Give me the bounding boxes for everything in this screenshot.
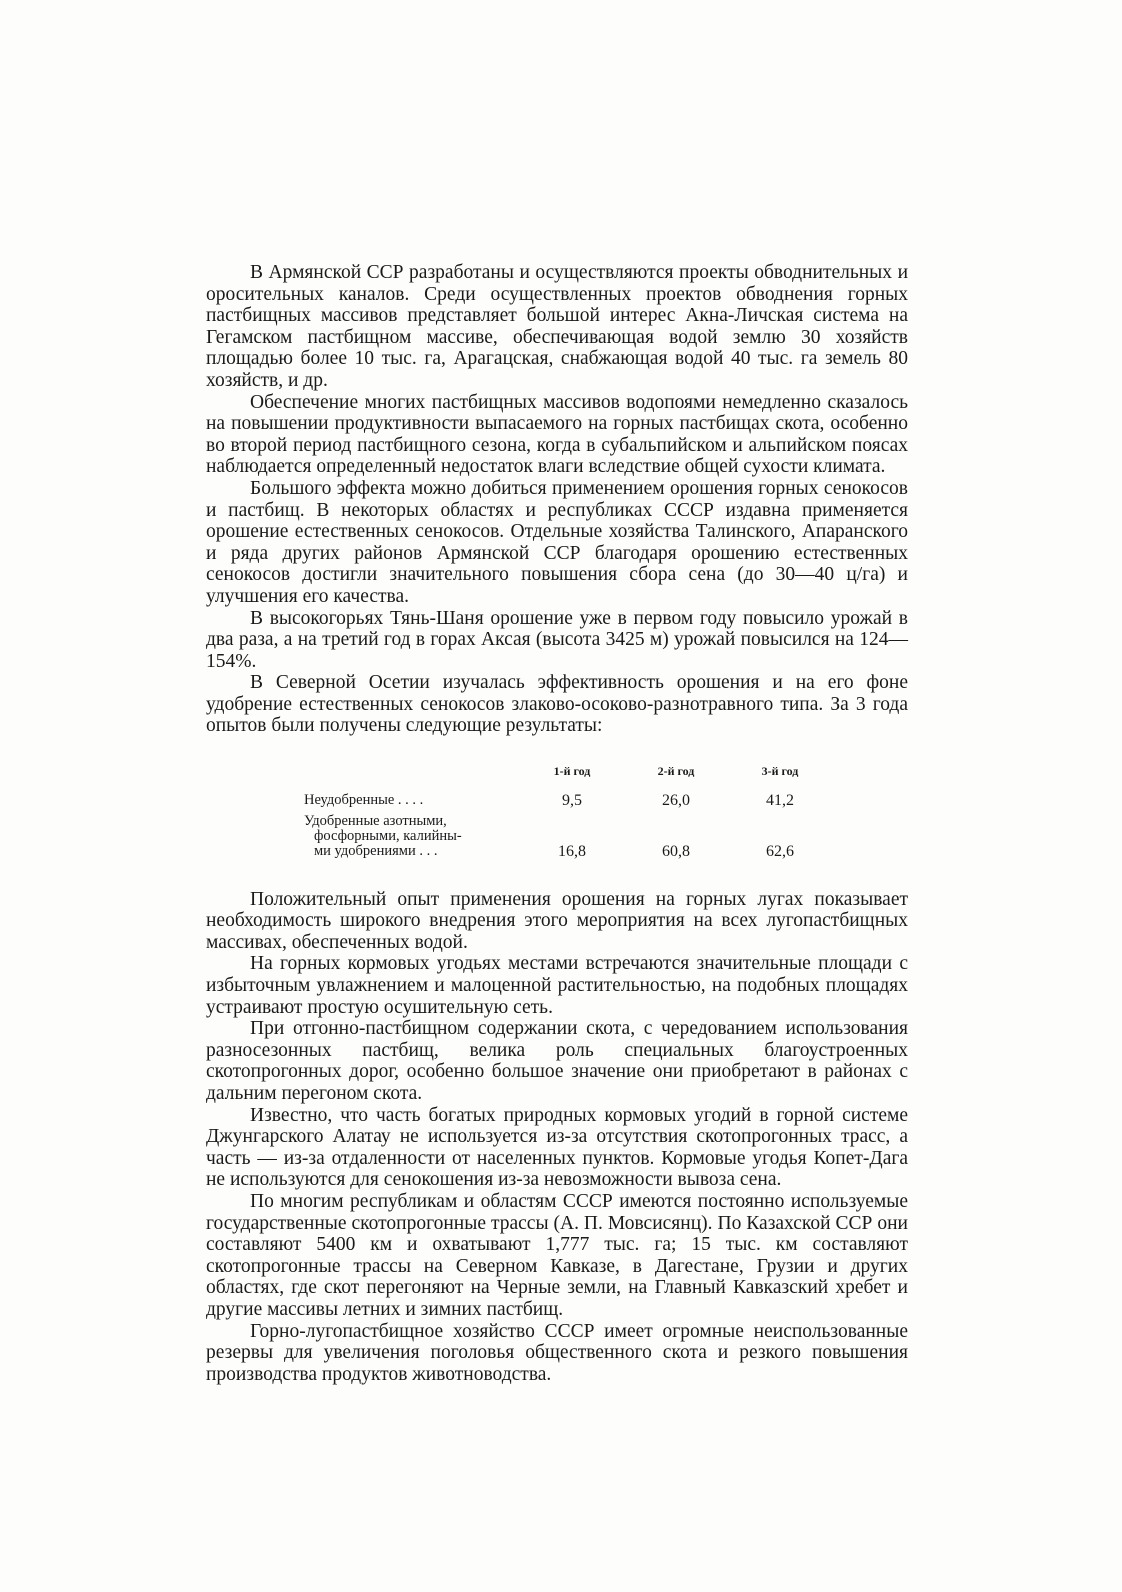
paragraph-tien-shan: В высокогорьях Тянь-Шаня орошение уже в первом году повысило урожай в два раза, а на третий год в горах Аксая (высота 3425 м) урожай повысился на 124—154%. — [206, 607, 908, 672]
table-cell: 60,8 — [662, 842, 690, 860]
table-corner — [304, 761, 520, 793]
paragraph-armenia-canals: В Армянской ССР разработаны и осуществляются проекты обводнительных и оросительных каналов. Среди осуществленных проектов обводнения горных пастбищных массивов представляет большой интерес Акна-Личская система на Гегамском пастбищном массиве, обеспечивающая водой землю 30 хозяйств площадью более 10 тыс. га, Арагацская, снабжающая водой 40 тыс. га земель 80 хозяйств, и др. — [206, 262, 908, 391]
table-cell: 41,2 — [766, 791, 794, 809]
results-table-wrap — [206, 761, 908, 865]
header-year-3: 3-й год — [761, 764, 799, 779]
body-text — [206, 262, 908, 1385]
paragraph-watering-effect: Обеспечение многих пастбищных массивов водопоями немедленно сказалось на повышении продуктивности выпасаемого на горных пастбищах скота, особенно во второй период пастбищного сезона, когда в субальпийском и альпийском поясах наблюдается определенный недостаток влаги вследствие общей сухости климата. — [206, 391, 908, 478]
table-cell: 9,5 — [562, 791, 582, 809]
row-label-line: фосфорными, калийны- — [314, 827, 462, 844]
table-row — [304, 814, 832, 865]
paragraph-dzungarian-alatau: Известно, что часть богатых природных кормовых угодий в горной системе Джунгарского Алатау не используется из-за отсутствия скотопрогонных трасс, а часть — из-за отдаленности от населенных пунктов. Кормовые угодья Копет-Дага не используются для сенокошения из-за невозможности вывоза сена. — [206, 1104, 908, 1191]
results-table — [304, 761, 832, 865]
paragraph-state-routes: По многим республикам и областям СССР имеются постоянно используемые государственные скотопрогонные трассы (А. П. Мовсисянц). По Казахской ССР они составляют 5400 км и охватывают 1,777 тыс. га; 15 тыс. км составляют скотопрогонные трассы на Северном Кавказе, в Дагестане, Грузии и других областях, где скот перегоняют на Черные земли, на Главный Кавказский хребет и другие массивы летних и зимних пастбищ. — [206, 1190, 908, 1320]
row-label-fertilized — [304, 814, 520, 865]
paragraph-conclusion: Горно-лугопастбищное хозяйство СССР имеет огромные неиспользованные резервы для увеличения поголовья общественного скота и резкого повышения производства продуктов животноводства. — [206, 1320, 908, 1385]
table-cell: 26,0 — [662, 791, 690, 809]
row-label-line: Удобренные азотными, — [304, 812, 447, 829]
header-year-2: 2-й год — [657, 764, 695, 779]
header-year-1: 1-й год — [553, 764, 591, 779]
paragraph-irrigation-effect: Большого эффекта можно добиться применением орошения горных сенокосов и пастбищ. В некоторых областях и республиках СССР издавна применяется орошение естественных сенокосов. Отдельные хозяйства Талинского, Апаранского и ряда других районов Армянской ССР благодаря орошению естественных сенокосов достигли значительного повышения сбора сена (до 30—40 ц/га) и улучшения его качества. — [206, 477, 908, 607]
paragraph-livestock-roads: При отгонно-пастбищном содержании скота, с чередованием использования разносезонных пастбищ, велика роль специальных благоустроенных скотопрогонных дорог, особенно большое значение они приобретают в районах с дальним перегоном скота. — [206, 1018, 908, 1104]
paragraph-drainage: На горных кормовых угодьях местами встречаются значительные площади с избыточным увлажнением и малоценной растительностью, на подобных площадях устраивают простую осушительную сеть. — [206, 953, 908, 1018]
row-label-unfertilized: Неудобренные . . . . — [304, 791, 424, 808]
table-header-row — [304, 761, 832, 793]
paragraph-north-ossetia: В Северной Осетии изучалась эффективность орошения и на его фоне удобрение естественных сенокосов злаково-осоково-разнотравного типа. За 3 года опытов были получены следующие результаты: — [206, 672, 908, 737]
table-cell: 62,6 — [766, 842, 794, 860]
row-label-line: ми удобрениями . . . — [314, 842, 438, 859]
paragraph-positive-experience: Положительный опыт применения орошения на горных лугах показывает необходимость широкого внедрения этого мероприятия на всех лугопастбищных массивах, обеспеченных водой. — [206, 888, 908, 953]
table-cell: 16,8 — [558, 842, 586, 860]
table-row — [304, 793, 832, 814]
